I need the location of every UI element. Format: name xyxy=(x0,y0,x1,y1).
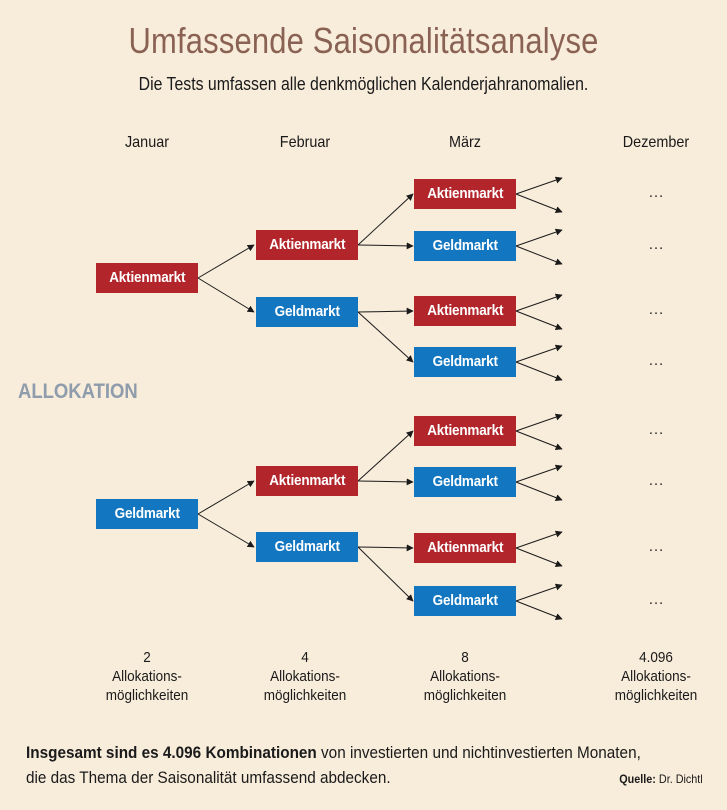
ellipsis: … xyxy=(648,421,664,438)
node-maerz-geldmarkt: Geldmarkt xyxy=(414,231,516,261)
node-februar-geldmarkt: Geldmarkt xyxy=(256,532,358,562)
ellipsis: … xyxy=(648,472,664,489)
node-januar-geldmarkt: Geldmarkt xyxy=(96,499,198,529)
node-februar-geldmarkt: Geldmarkt xyxy=(256,297,358,327)
node-maerz-geldmarkt: Geldmarkt xyxy=(414,347,516,377)
count-number: 4 xyxy=(301,649,309,666)
connector-mar7-a xyxy=(516,532,562,548)
connector-mar3-b xyxy=(516,311,562,329)
connector-mar8-b xyxy=(516,601,562,619)
connector-feb4-mar8 xyxy=(358,547,413,601)
connector-feb2-mar4 xyxy=(358,312,413,362)
ellipsis: … xyxy=(648,538,664,555)
month-label-januar: Januar xyxy=(124,134,170,151)
page-subtitle: Die Tests umfassen alle denkmöglichen Kalenderjahranomalien. xyxy=(138,74,589,94)
connector-mar3-a xyxy=(516,295,562,311)
node-maerz-aktienmarkt: Aktienmarkt xyxy=(414,296,516,326)
node-maerz-aktienmarkt: Aktienmarkt xyxy=(414,416,516,446)
connector-mar1-a xyxy=(516,178,562,194)
count-label-line2: möglichkeiten xyxy=(263,687,347,704)
connector-feb1-mar1 xyxy=(358,194,413,245)
count-januar xyxy=(84,648,210,705)
node-maerz-geldmarkt: Geldmarkt xyxy=(414,467,516,497)
connector-mar6-a xyxy=(516,466,562,482)
count-label-line1: Allokations- xyxy=(270,668,340,685)
connector-mar5-a xyxy=(516,415,562,431)
node-maerz-geldmarkt: Geldmarkt xyxy=(414,586,516,616)
count-label-line2: möglichkeiten xyxy=(105,687,189,704)
summary-bold: Insgesamt sind es 4.096 Kombinationen xyxy=(26,743,317,762)
connector-jan1-feb1 xyxy=(198,245,254,278)
ellipsis: … xyxy=(648,184,664,201)
count-number: 2 xyxy=(143,649,151,666)
connector-feb4-mar7 xyxy=(358,547,413,548)
node-januar-aktienmarkt: Aktienmarkt xyxy=(96,263,198,293)
connector-feb1-mar2 xyxy=(358,245,413,246)
connector-mar5-b xyxy=(516,431,562,449)
source-credit xyxy=(620,772,703,786)
count-dezember xyxy=(593,648,719,705)
ellipsis: … xyxy=(648,236,664,253)
ellipsis: … xyxy=(648,591,664,608)
count-februar xyxy=(242,648,368,705)
connector-jan2-feb4 xyxy=(198,514,254,547)
count-number: 4.096 xyxy=(639,649,673,666)
connector-feb2-mar3 xyxy=(358,311,413,312)
connector-mar6-b xyxy=(516,482,562,500)
connector-mar4-b xyxy=(516,362,562,380)
connector-mar2-a xyxy=(516,230,562,246)
ellipsis: … xyxy=(648,301,664,318)
month-label-maerz: März xyxy=(448,134,482,151)
connector-jan1-feb2 xyxy=(198,278,254,312)
connector-mar7-b xyxy=(516,548,562,566)
count-label-line2: möglichkeiten xyxy=(614,687,698,704)
summary-rest: von investierten und nichtinvestierten Monaten, xyxy=(316,743,641,762)
allokation-label: ALLOKATION xyxy=(18,380,138,403)
connector-mar1-b xyxy=(516,194,562,212)
node-maerz-aktienmarkt: Aktienmarkt xyxy=(414,533,516,563)
count-label-line1: Allokations- xyxy=(112,668,182,685)
source-value: Dr. Dichtl xyxy=(656,772,703,786)
connector-jan2-feb3 xyxy=(198,481,254,514)
summary-line2: die das Thema der Saisonalität umfassend abdecken. xyxy=(26,768,391,787)
connector-mar8-a xyxy=(516,585,562,601)
connector-feb3-mar6 xyxy=(358,481,413,482)
count-label-line1: Allokations- xyxy=(430,668,500,685)
month-label-februar: Februar xyxy=(279,134,331,151)
node-februar-aktienmarkt: Aktienmarkt xyxy=(256,230,358,260)
count-label-line2: möglichkeiten xyxy=(423,687,507,704)
count-label-line1: Allokations- xyxy=(621,668,691,685)
count-number: 8 xyxy=(461,649,469,666)
page-title: Umfassende Saisonalitätsanalyse xyxy=(128,20,599,61)
source-label: Quelle: xyxy=(619,772,657,786)
connector-feb3-mar5 xyxy=(358,431,413,481)
count-maerz xyxy=(402,648,528,705)
ellipsis: … xyxy=(648,352,664,369)
node-februar-aktienmarkt: Aktienmarkt xyxy=(256,466,358,496)
node-maerz-aktienmarkt: Aktienmarkt xyxy=(414,179,516,209)
connector-mar2-b xyxy=(516,246,562,264)
month-label-dezember: Dezember xyxy=(622,134,690,151)
summary-text xyxy=(26,740,647,790)
connector-mar4-a xyxy=(516,346,562,362)
